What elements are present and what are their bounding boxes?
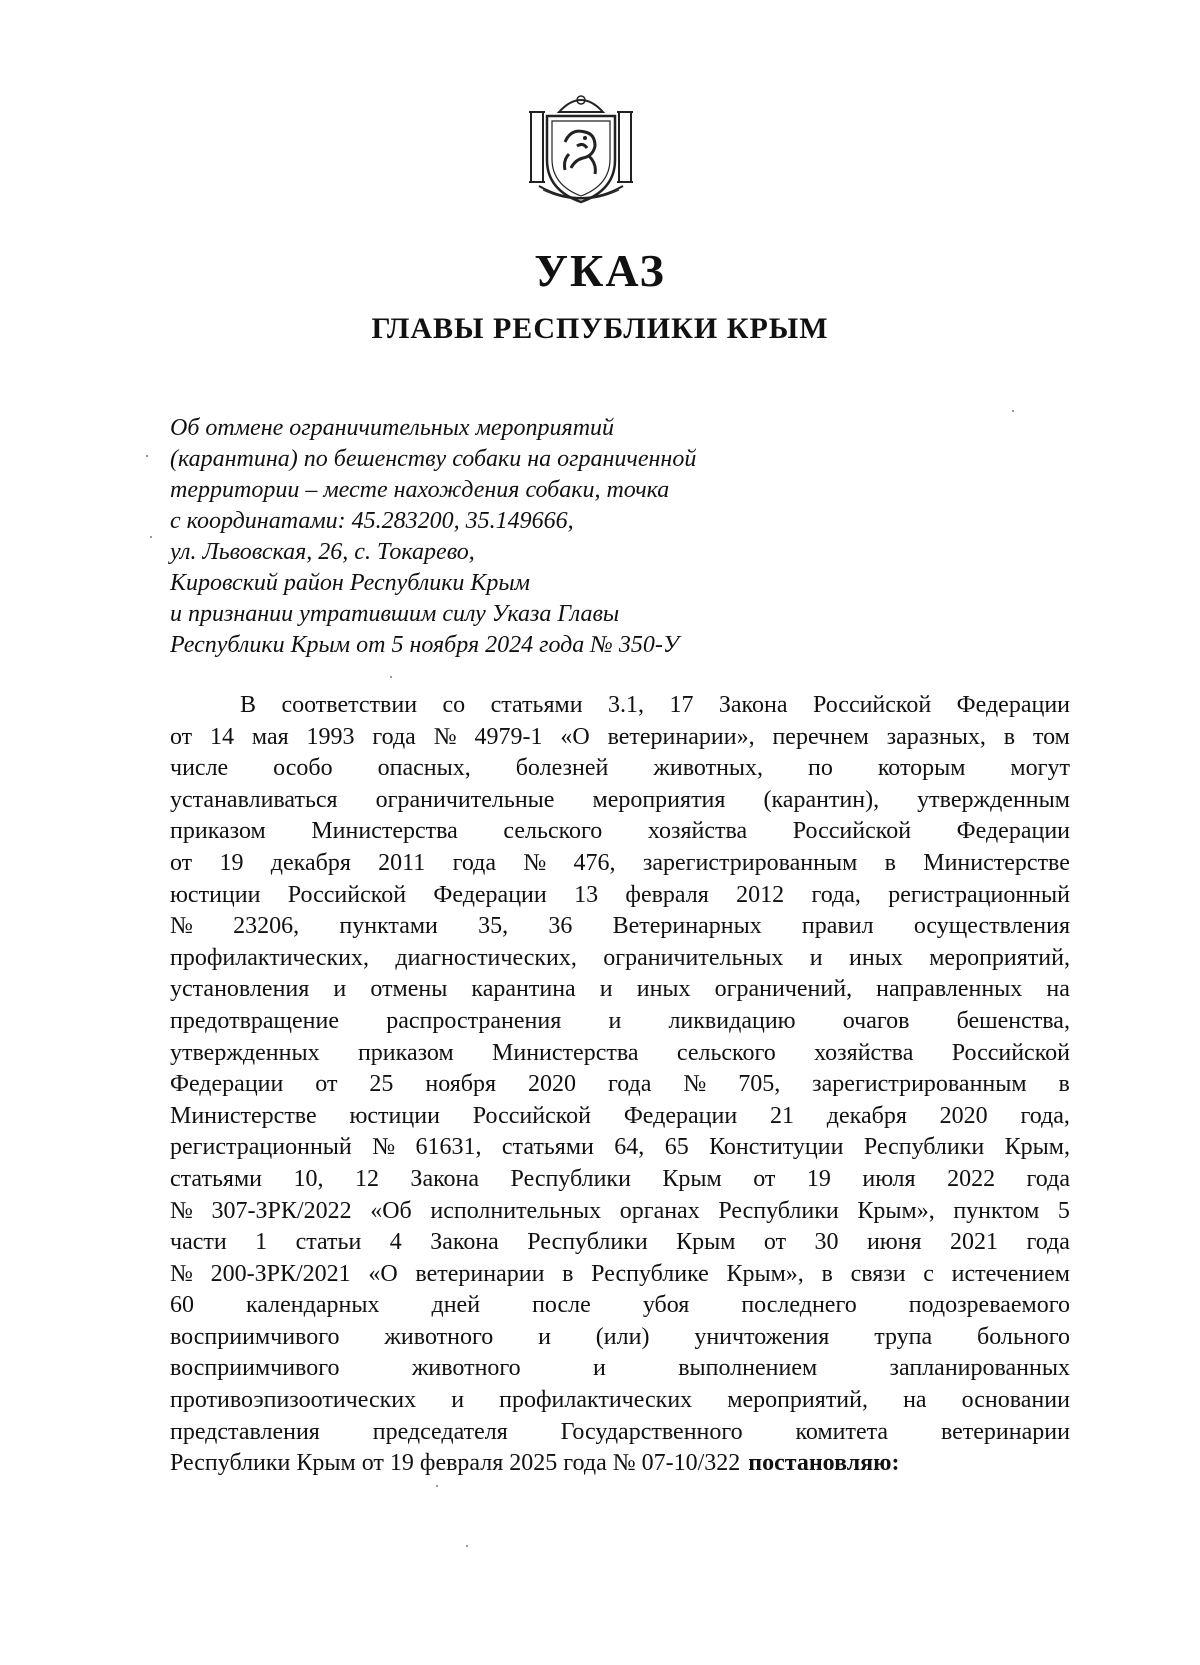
body-word: календарных	[246, 1292, 380, 1319]
body-line	[170, 1259, 1070, 1291]
body-word: 30	[814, 1229, 839, 1256]
body-word: основании	[961, 1387, 1070, 1414]
heading-line: территории – месте нахождения собаки, точка	[170, 477, 670, 503]
body-word: отмены	[370, 976, 448, 1003]
body-word: ограничительных	[603, 944, 784, 971]
body-word: соответствии	[281, 692, 418, 718]
body-word: от	[170, 849, 193, 876]
document-title: УКАЗ	[534, 245, 666, 296]
body-word: статьями	[170, 1165, 262, 1192]
body-word: ветеринарии»,	[607, 723, 755, 750]
body-word: Ветеринарных	[612, 913, 762, 940]
body-word: и	[809, 944, 823, 971]
body-word: приказом	[357, 1039, 454, 1066]
body-line	[170, 722, 1070, 754]
body-word: зарегистрированным	[642, 849, 858, 876]
body-word: 476,	[573, 849, 616, 876]
body-line	[170, 1132, 1070, 1164]
body-word: от	[763, 1229, 787, 1256]
body-word: 1993	[306, 723, 355, 750]
body-word: 65	[664, 1134, 689, 1161]
body-word: и	[538, 1323, 551, 1350]
body-word: юстиции	[170, 881, 261, 908]
body-word: 5	[1057, 1197, 1070, 1224]
body-word: года	[607, 1071, 652, 1098]
body-word: животного	[411, 1355, 521, 1382]
heading-line: и признании утратившим силу Указа Главы	[170, 601, 620, 627]
body-word: от	[753, 1165, 776, 1192]
body-word: 1	[255, 1229, 268, 1256]
body-word: Закона	[410, 1165, 480, 1192]
body-line	[170, 816, 1070, 848]
body-word: Крым»,	[857, 1197, 935, 1224]
body-word: 35,	[478, 913, 509, 940]
body-line	[170, 1101, 1070, 1133]
body-word: 61631,	[415, 1134, 482, 1161]
body-word: Крым	[662, 1165, 722, 1192]
body-word: и	[608, 1007, 622, 1034]
body-word: карантина	[471, 976, 576, 1003]
decree-heading	[170, 413, 870, 661]
body-word: уничтожения	[694, 1323, 830, 1350]
body-word: Российской	[472, 1102, 592, 1129]
body-word: на	[1046, 976, 1070, 1003]
body-word: связи	[850, 1260, 906, 1287]
body-word: пунктом	[953, 1197, 1040, 1224]
body-word: июля	[862, 1165, 916, 1192]
body-word: №	[433, 723, 457, 750]
heading-line: ул. Львовская, 26, с. Токарево,	[170, 539, 475, 565]
body-word: Государственного	[560, 1418, 743, 1445]
scan-speck	[146, 455, 148, 457]
closing-resolution: постановляю:	[748, 1450, 900, 1477]
body-word: животного	[384, 1323, 494, 1350]
body-line-text: Республики Крым от 19 февраля 2025 года № 07-10/322	[170, 1450, 741, 1477]
body-word: 12	[354, 1165, 379, 1192]
body-word: 307-ЗРК/2022	[211, 1197, 352, 1224]
body-word: подозреваемого	[908, 1292, 1070, 1319]
body-word: Российской	[792, 818, 912, 845]
body-word: 10,	[293, 1165, 324, 1192]
body-word: 19	[219, 849, 244, 876]
body-word: на	[903, 1387, 927, 1414]
body-word: 4979-1	[474, 723, 543, 750]
body-word: №	[372, 1134, 396, 1161]
body-word: иных	[849, 944, 903, 971]
body-word: после	[532, 1292, 591, 1319]
body-word: направленных	[876, 976, 1023, 1003]
body-word: №	[170, 1260, 193, 1287]
body-word: от	[170, 723, 193, 750]
body-word: «Об	[370, 1197, 412, 1224]
body-word: и	[333, 976, 347, 1003]
body-word: правил	[801, 913, 874, 940]
body-line	[170, 1164, 1070, 1196]
body-word: утвержденных	[170, 1039, 320, 1066]
body-word: числе	[170, 755, 229, 782]
body-line	[170, 1322, 1070, 1354]
body-word: статьи	[295, 1229, 362, 1256]
body-word: года	[372, 723, 416, 750]
body-word: мая	[251, 723, 289, 750]
heading-line: Республики Крым от 5 ноября 2024 года № 350-У	[170, 632, 680, 658]
body-word: бешенства,	[956, 1007, 1070, 1034]
body-word: 200-ЗРК/2021	[210, 1260, 351, 1287]
body-word: (карантин),	[763, 786, 880, 813]
body-word: Федерации	[170, 1071, 284, 1098]
body-word: в	[1003, 723, 1016, 750]
body-line	[170, 880, 1070, 912]
body-word: очагов	[842, 1007, 910, 1034]
body-word: том	[1032, 723, 1070, 750]
body-word: в	[884, 849, 896, 876]
body-word: 64,	[614, 1134, 645, 1161]
body-word: 60	[170, 1292, 194, 1319]
crimea-coat-of-arms-icon	[525, 90, 637, 208]
body-word: органах	[619, 1197, 700, 1224]
body-word: Министерстве	[170, 1102, 317, 1129]
body-word: ветеринарии	[940, 1418, 1070, 1445]
body-word: ноября	[425, 1071, 497, 1098]
body-word: июня	[866, 1229, 922, 1256]
body-word: могут	[1010, 755, 1070, 782]
body-word: 2012	[736, 881, 785, 908]
heading-line: (карантина) по бешенству собаки на ограниченной	[170, 446, 697, 472]
body-line	[170, 911, 1070, 943]
body-line	[170, 690, 1070, 722]
body-word: убоя	[642, 1292, 690, 1319]
body-word: года,	[811, 881, 861, 908]
body-word: Крым»,	[726, 1260, 804, 1287]
body-word: ограничительные	[375, 786, 555, 813]
body-word: (или)	[595, 1323, 650, 1350]
body-word: дней	[431, 1292, 481, 1319]
body-word: пунктами	[339, 913, 438, 940]
body-line	[170, 974, 1070, 1006]
body-word: статьями	[490, 692, 583, 718]
body-word: утвержденным	[917, 786, 1070, 813]
body-word: осуществления	[913, 913, 1070, 940]
heading-line: Кировский район Республики Крым	[170, 570, 530, 596]
body-word: с	[923, 1260, 934, 1287]
body-line	[170, 848, 1070, 880]
body-word: сельского	[503, 818, 603, 845]
body-word: Крым,	[1004, 1134, 1070, 1161]
body-word: профилактических,	[170, 944, 370, 971]
body-word: распространения	[386, 1007, 562, 1034]
body-word: мероприятий,	[929, 944, 1070, 971]
body-word: Республики	[510, 1165, 631, 1192]
body-word: сельского	[676, 1039, 776, 1066]
body-word: Конституции	[709, 1134, 844, 1161]
body-word: комитета	[795, 1418, 889, 1445]
body-word: декабря	[270, 849, 351, 876]
scan-speck	[466, 1545, 468, 1547]
body-word: противоэпизоотических	[170, 1387, 417, 1414]
body-word: в	[1058, 1071, 1070, 1098]
body-word: выполнением	[678, 1355, 818, 1382]
body-word: зарегистрированным	[812, 1071, 1027, 1098]
body-word: части	[170, 1229, 227, 1256]
body-word: диагностических,	[395, 944, 577, 971]
body-word: 36	[548, 913, 573, 940]
body-word: февраля	[625, 881, 709, 908]
body-word: со	[442, 692, 466, 718]
body-word: 21	[769, 1102, 794, 1129]
body-word: восприимчивого	[170, 1323, 340, 1350]
document-subtitle: ГЛАВЫ РЕСПУБЛИКИ КРЫМ	[371, 312, 829, 345]
body-line	[170, 1227, 1070, 1259]
body-word: года	[1026, 1165, 1070, 1192]
body-word: истечением	[951, 1260, 1070, 1287]
body-word: года,	[1020, 1102, 1070, 1129]
body-word: восприимчивого	[170, 1355, 340, 1382]
body-word: иных	[636, 976, 691, 1003]
body-word: ликвидацию	[668, 1007, 796, 1034]
body-word: Министерства	[311, 818, 458, 845]
body-word: установления	[170, 976, 310, 1003]
body-word: перечнем	[772, 723, 869, 750]
body-line	[170, 1448, 1070, 1480]
body-word: и	[599, 976, 613, 1003]
body-word: запланированных	[889, 1355, 1070, 1382]
body-word: заразных,	[886, 723, 986, 750]
body-word: Республике	[591, 1260, 709, 1287]
body-word: №	[170, 913, 193, 940]
body-word: хозяйства	[814, 1039, 914, 1066]
body-word: Закона	[718, 692, 788, 718]
body-word: 2020	[939, 1102, 988, 1129]
body-line	[170, 785, 1070, 817]
body-word: больного	[977, 1323, 1070, 1350]
body-word: 2021	[950, 1229, 999, 1256]
body-word: в	[821, 1260, 833, 1287]
body-word: Республики	[718, 1197, 839, 1224]
body-word: 2011	[378, 849, 426, 876]
body-line	[170, 943, 1070, 975]
body-word: регистрационный	[170, 1134, 352, 1161]
heading-line: с координатами: 45.283200, 35.149666,	[170, 508, 574, 534]
body-word: Российской	[287, 881, 407, 908]
body-word: трупа	[874, 1323, 933, 1350]
body-line	[170, 1417, 1070, 1449]
body-word: Республики	[527, 1229, 648, 1256]
scan-speck	[390, 676, 392, 678]
body-word: Федерации	[433, 881, 547, 908]
body-word: «О	[560, 723, 590, 750]
body-word: 19	[806, 1165, 831, 1192]
body-word: Закона	[430, 1229, 499, 1256]
body-word: №	[170, 1197, 193, 1224]
body-word: которым	[877, 755, 966, 782]
body-word: регистрационный	[888, 881, 1070, 908]
body-word: 25	[369, 1071, 394, 1098]
body-word: последнего	[741, 1292, 857, 1319]
body-word: Крым	[676, 1229, 736, 1256]
body-word: статьями	[501, 1134, 594, 1161]
body-line	[170, 1353, 1070, 1385]
body-word: и	[593, 1355, 606, 1382]
body-word: 14	[210, 723, 235, 750]
scan-speck	[436, 1485, 438, 1487]
body-line	[170, 1196, 1070, 1228]
body-word: Федерации	[623, 1102, 738, 1129]
body-word: приказом	[170, 818, 266, 845]
body-word: предотвращение	[170, 1007, 340, 1034]
body-line	[170, 1006, 1070, 1038]
body-word: «О	[368, 1260, 398, 1287]
body-word: 4	[389, 1229, 402, 1256]
body-word: года	[1026, 1229, 1070, 1256]
body-line	[170, 753, 1070, 785]
body-word: мероприятий,	[727, 1387, 868, 1414]
decree-body-paragraph	[170, 690, 1070, 1480]
body-word: юстиции	[349, 1102, 440, 1129]
body-word: декабря	[826, 1102, 907, 1129]
body-line	[170, 1290, 1070, 1322]
heading-line: Об отмене ограничительных мероприятий	[170, 415, 615, 441]
body-word: 13	[574, 881, 599, 908]
body-word: ограничений,	[714, 976, 853, 1003]
body-word: профилактических	[499, 1387, 693, 1414]
body-word: по	[808, 755, 833, 782]
scan-speck	[150, 536, 152, 538]
body-word: 2022	[947, 1165, 996, 1192]
body-word: устанавливаться	[170, 786, 338, 813]
body-word: Министерства	[492, 1039, 639, 1066]
body-word: особо	[273, 755, 333, 782]
body-line	[170, 1069, 1070, 1101]
body-word: животных,	[653, 755, 764, 782]
body-word: Российской	[812, 692, 932, 718]
body-word: 17	[669, 692, 694, 718]
body-word: В	[240, 692, 257, 718]
body-word: представления	[170, 1418, 320, 1445]
body-word: от	[315, 1071, 338, 1098]
body-word: Федерации	[956, 692, 1070, 718]
body-word: исполнительных	[430, 1197, 602, 1224]
body-word: №	[683, 1071, 707, 1098]
body-word: опасных,	[377, 755, 471, 782]
body-line	[170, 1038, 1070, 1070]
body-word: Российской	[951, 1039, 1070, 1066]
body-word: 705,	[738, 1071, 781, 1098]
body-word: председателя	[372, 1418, 508, 1445]
body-word: года	[452, 849, 497, 876]
body-word: и	[451, 1387, 465, 1414]
body-word: ветеринарии	[415, 1260, 545, 1287]
body-word: 2020	[528, 1071, 577, 1098]
body-word: в	[562, 1260, 574, 1287]
body-word: хозяйства	[647, 818, 748, 845]
body-word: мероприятия	[592, 786, 726, 813]
body-word: 23206,	[233, 913, 300, 940]
scan-speck	[1012, 410, 1014, 412]
body-word: №	[523, 849, 547, 876]
body-word: Федерации	[956, 818, 1070, 845]
body-word: 3.1,	[608, 692, 644, 718]
body-word: Республики	[863, 1134, 985, 1161]
body-word: Министерстве	[923, 849, 1070, 876]
body-word: болезней	[515, 755, 609, 782]
body-line	[170, 1385, 1070, 1417]
